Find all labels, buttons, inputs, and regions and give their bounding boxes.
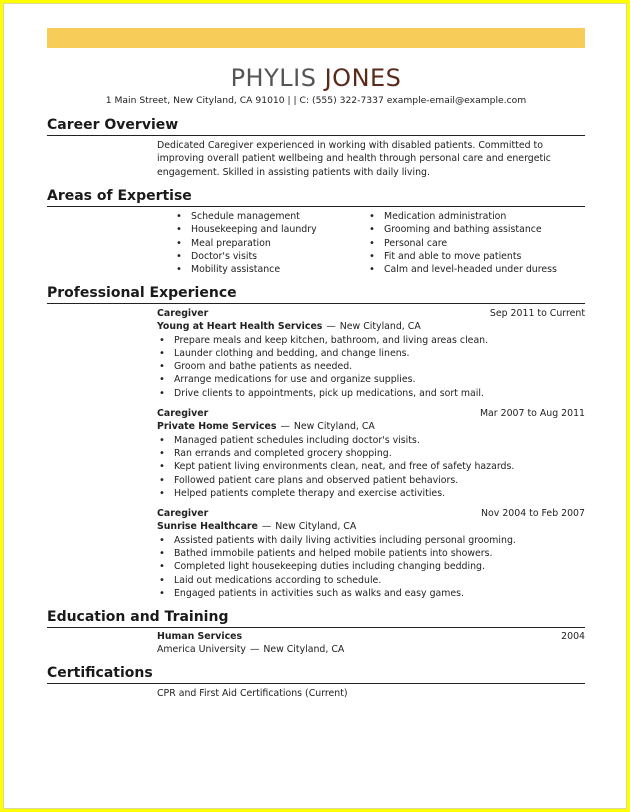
job-bullet: • Managed patient schedules including doctor's visits. (157, 434, 585, 447)
job-bullet: • Kept patient living environments clean, neat, and free of safety hazards. (157, 460, 585, 473)
job-bullet: • Launder clothing and bedding, and change linens. (157, 347, 585, 360)
job-bullets (157, 534, 585, 600)
job-employer: Sunrise Healthcare (157, 521, 258, 533)
job-bullet: • Laid out medications according to schedule. (157, 574, 585, 587)
education-year: 2004 (561, 631, 585, 642)
job-title: Caregiver (157, 508, 209, 520)
expertise-item: • Grooming and bathing assistance (367, 223, 582, 236)
education-entry (157, 630, 585, 657)
job-bullets (157, 334, 585, 400)
expertise-item: • Doctor's visits (174, 250, 374, 263)
section-title-education: Education and Training (47, 608, 585, 628)
job-title: Caregiver (157, 308, 209, 319)
job-bullet: • Prepare meals and keep kitchen, bathroom, and living areas clean. (157, 334, 585, 347)
job-location: New Cityland, CA (275, 521, 357, 533)
job-bullets (157, 434, 585, 500)
job-dates: Sep 2011 to Current (489, 308, 585, 319)
job-bullet: • Completed light housekeeping duties including changing bedding. (157, 560, 585, 573)
section-title-certifications: Certifications (47, 664, 585, 684)
job-bullet: • Bathed immobile patients and helped mobile patients into showers. (157, 547, 585, 560)
job-bullet: • Groom and bathe patients as needed. (157, 360, 585, 373)
job-bullet: • Assisted patients with daily living activities including personal grooming. (157, 534, 585, 547)
separator-dash: — (249, 644, 260, 656)
candidate-name (4, 64, 628, 92)
job-bullet: • Helped patients complete therapy and exercise activities. (157, 487, 585, 500)
expertise-right-column (367, 210, 582, 276)
expertise-item: • Personal care (367, 237, 582, 250)
job-dates: Nov 2004 to Feb 2007 (481, 508, 585, 520)
job-employer-line (157, 320, 585, 333)
expertise-item: • Calm and level-headed under duress (367, 263, 582, 276)
job-location: New Cityland, CA (339, 321, 421, 333)
job-employer-line (157, 520, 585, 533)
expertise-item: • Housekeeping and laundry (174, 223, 374, 236)
contact-line: 1 Main Street, New Cityland, CA 91010 | | C: (555) 322-7337 example-email@example.com (105, 95, 527, 106)
job-bullet: • Arrange medications for use and organize supplies. (157, 373, 585, 386)
job-bullet: • Engaged patients in activities such as walks and easy games. (157, 587, 585, 600)
separator-dash: — (326, 321, 336, 333)
resume-page (3, 3, 627, 809)
expertise-item: • Meal preparation (174, 237, 374, 250)
section-title-career-overview: Career Overview (47, 116, 585, 136)
accent-bar (47, 28, 585, 48)
school-location: New Cityland, CA (263, 644, 345, 656)
job-bullet: • Ran errands and completed grocery shopping. (157, 447, 585, 460)
job-dates: Mar 2007 to Aug 2011 (479, 408, 585, 420)
expertise-item: • Schedule management (174, 210, 374, 223)
job-employer: Young at Heart Health Services (157, 321, 323, 333)
job-title: Caregiver (157, 408, 209, 420)
job-employer: Private Home Services (157, 421, 277, 433)
career-overview-text: Dedicated Caregiver experienced in working with disabled patients. Committed to improving overall patient wellbeing and health through personal care and energetic engagement. Skilled in assisting patients with daily living. (157, 140, 551, 178)
school-line (157, 643, 585, 656)
job-bullet: • Followed patient care plans and observed patient behaviors. (157, 474, 585, 487)
separator-dash: — (261, 521, 272, 533)
expertise-item: • Medication administration (367, 210, 582, 223)
job-bullet: • Drive clients to appointments, pick up medications, and sort mail. (157, 387, 585, 400)
section-title-expertise: Areas of Expertise (47, 187, 585, 207)
expertise-left-column (174, 210, 374, 276)
job-entry (157, 407, 585, 500)
job-entry (157, 507, 585, 600)
expertise-item: • Fit and able to move patients (367, 250, 582, 263)
job-location: New Cityland, CA (293, 421, 375, 433)
last-name: JONES (324, 64, 402, 92)
separator-dash: — (280, 421, 290, 433)
certifications-text: CPR and First Aid Certifications (Current) (157, 688, 348, 699)
school-name: America University (157, 644, 246, 656)
first-name: PHYLIS (230, 64, 317, 92)
job-employer-line (157, 420, 585, 433)
expertise-item: • Mobility assistance (174, 263, 374, 276)
degree: Human Services (157, 631, 243, 642)
job-entry (157, 307, 585, 400)
experience-list (157, 307, 585, 607)
section-title-experience: Professional Experience (47, 284, 585, 304)
